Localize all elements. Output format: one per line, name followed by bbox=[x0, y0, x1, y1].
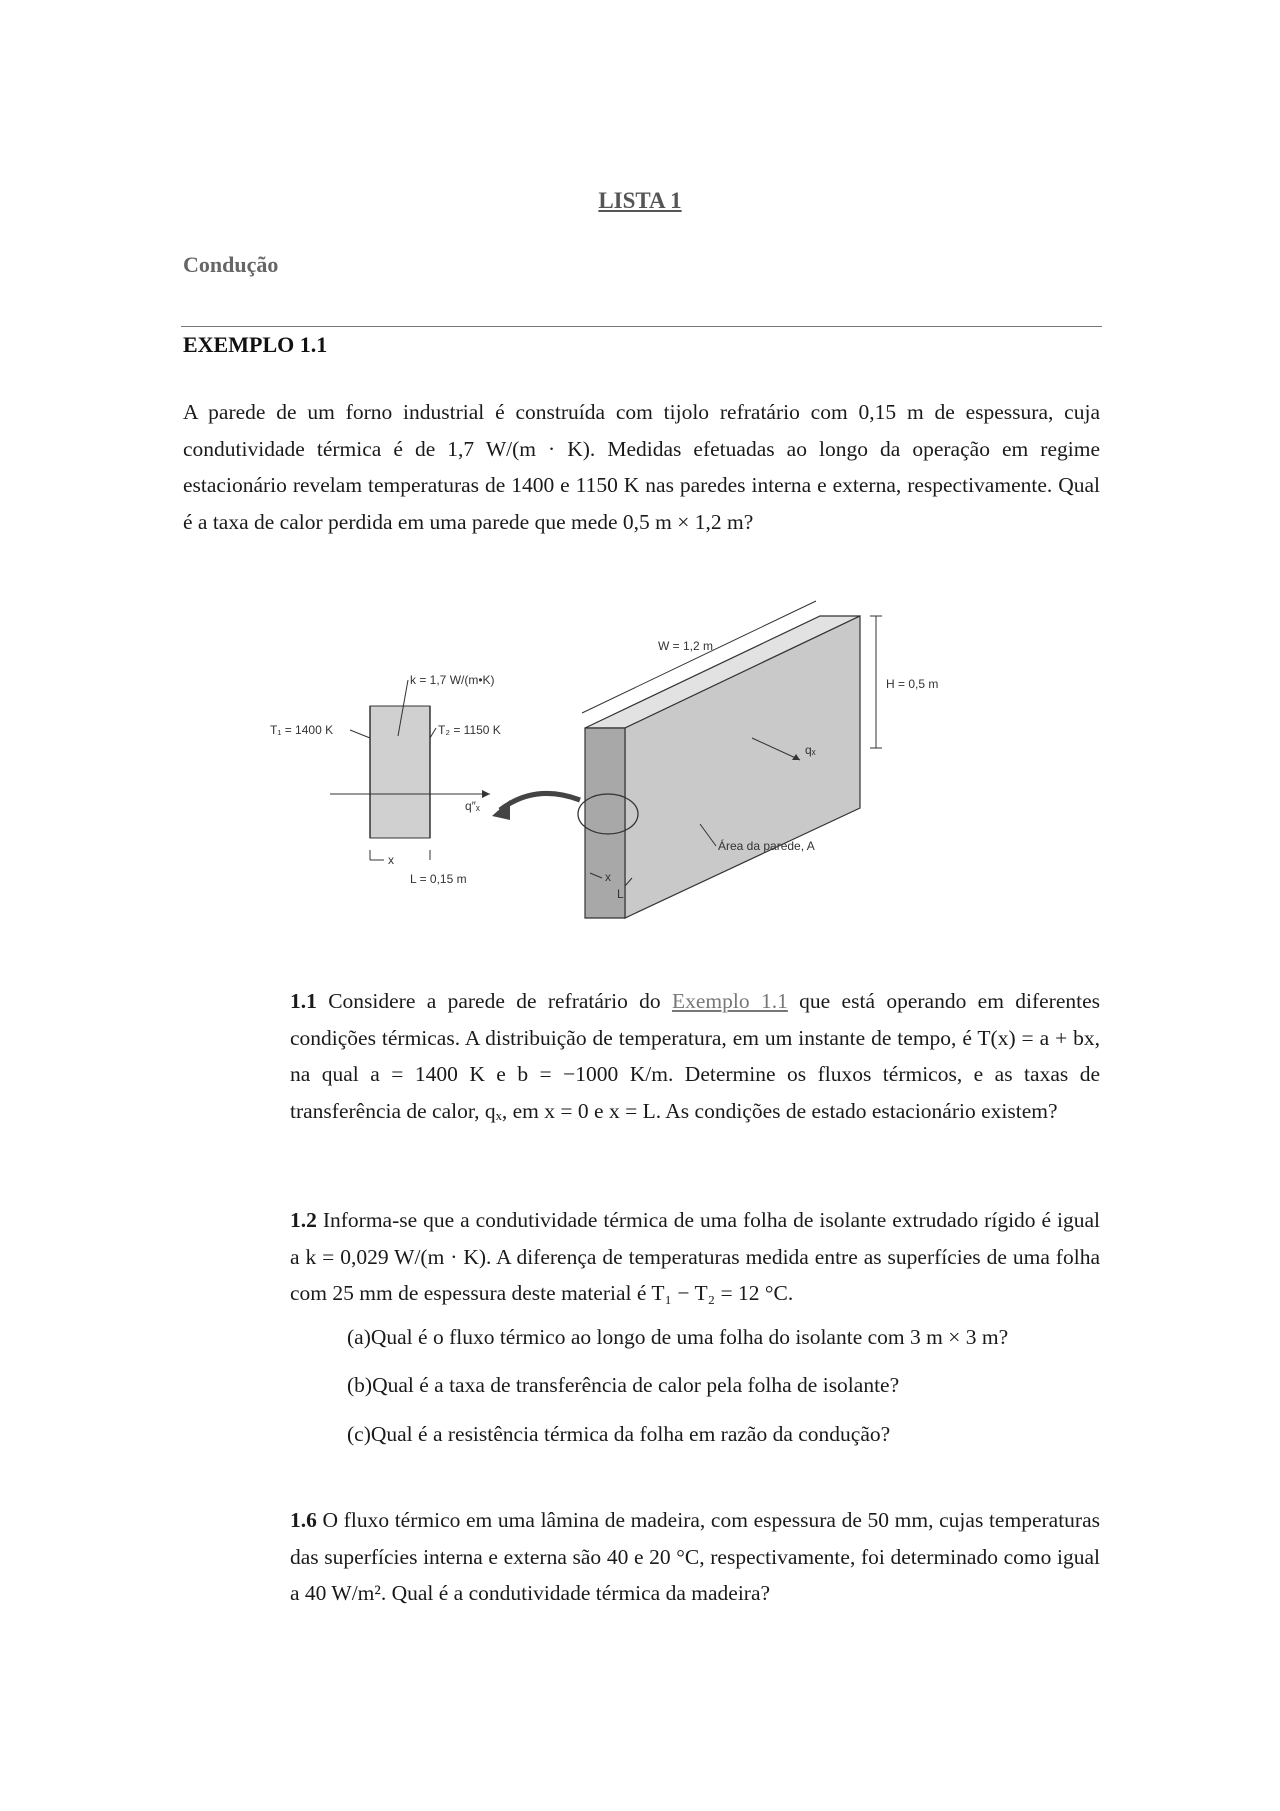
problem-number: 1.6 bbox=[290, 1508, 317, 1532]
slab-x-label: x bbox=[388, 853, 394, 867]
problem-number: 1.1 bbox=[290, 989, 317, 1013]
wall-figure bbox=[260, 588, 980, 933]
qflux-label: q″ₓ bbox=[465, 799, 480, 813]
problem-1-6 bbox=[290, 1502, 1100, 1612]
example-text: A parede de um forno industrial é construída com tijolo refratário com 0,15 m de espessura, cuja condutividade térmica é de 1,7 W/(m · K). Medidas efetuadas ao longo da operação em regime estacionário revelam temperaturas de 1400 e 1150 K nas paredes interna e externa, respectivamente. Qual é a taxa de calor perdida em uma parede que mede 0,5 m × 1,2 m? bbox=[183, 400, 1100, 534]
detail-arrow bbox=[500, 793, 580, 810]
wall-diagram bbox=[260, 588, 980, 928]
area-label: Área da parede, A bbox=[718, 839, 815, 853]
section-heading: Condução bbox=[183, 252, 279, 277]
thickness-label: L = 0,15 m bbox=[410, 872, 467, 886]
example-link[interactable]: Exemplo 1.1 bbox=[672, 989, 788, 1013]
h-label: H = 0,5 m bbox=[886, 677, 939, 691]
w-label: W = 1,2 m bbox=[658, 639, 714, 653]
page-title: LISTA 1 bbox=[598, 188, 682, 213]
problem-text: que está operando em diferentes condições térmicas. A distribuição de temperatura, em um instante de tempo, é T(x) = a + bx, na qual a = 1400 K e b = −1000 K/m. Determine os fluxos térmicos, e as taxas de transferência de calor, qₓ, em x = 0 e x = L. As condições de estado estacionário existem? bbox=[290, 989, 1101, 1123]
sub-question-a: (a)Qual é o fluxo térmico ao longo de uma folha do isolante com 3 m × 3 m? bbox=[347, 1325, 1009, 1349]
t1-label: T₁ = 1400 K bbox=[270, 723, 334, 737]
problem-text: O fluxo térmico em uma lâmina de madeira, com espessura de 50 mm, cujas temperaturas das superfícies interna e externa são 40 e 20 °C, respectivamente, foi determinado como igual a 40 W/m². Qual é a condutividade térmica da madeira? bbox=[290, 1508, 1100, 1605]
wall-x-label: x bbox=[605, 870, 611, 884]
sub-question-b: (b)Qual é a taxa de transferência de calor pela folha de isolante? bbox=[347, 1373, 900, 1397]
problem-number: 1.2 bbox=[290, 1208, 317, 1232]
k-label: k = 1,7 W/(m•K) bbox=[410, 673, 495, 687]
problem-text: Considere a parede de refratário do bbox=[316, 989, 672, 1013]
divider bbox=[181, 326, 1102, 327]
example-heading: EXEMPLO 1.1 bbox=[183, 332, 328, 357]
sub-question-c: (c)Qual é a resistência térmica da folha em razão da condução? bbox=[347, 1422, 891, 1446]
qx-label: qₓ bbox=[805, 743, 816, 757]
problem-1-2 bbox=[290, 1202, 1100, 1312]
t2-label: T₂ = 1150 K bbox=[438, 723, 501, 737]
problem-text: Informa-se que a condutividade térmica de uma folha de isolante extrudado rígido é igual a k = 0,029 W/(m · K). A diferença de temperaturas medida entre as superfícies de uma folha com 25 mm de espessura deste material é T₁ − T₂ = 12 °C. bbox=[290, 1208, 1100, 1305]
wall-L-label: L bbox=[617, 887, 624, 901]
problem-1-1 bbox=[290, 983, 1100, 1129]
